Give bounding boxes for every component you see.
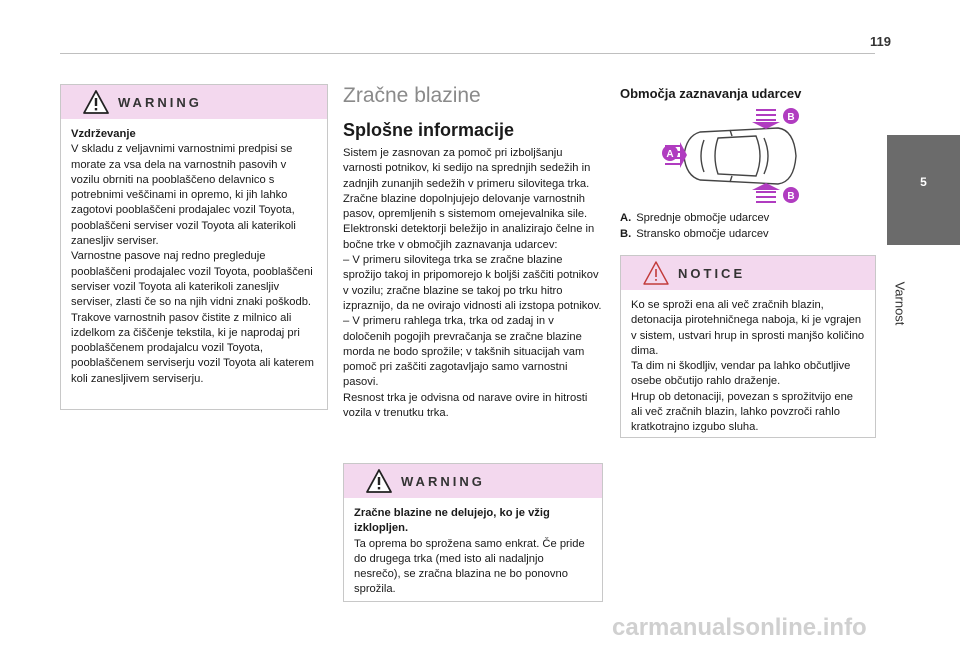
warning-paragraph: Ta oprema bo sprožena samo enkrat. Če pride do drugega trka (med isto ali nadaljnjo nesrečo), se zračna blazina ne bo ponovno sprožila. (354, 537, 585, 596)
notice-paragraph: Ko se sproži ena ali več zračnih blazin, detonacija pirotehničnega naboja, ki je vgrajen v sistem, ustvari hrup in sprosti manjšo količino dima. (631, 299, 865, 357)
car-top-view-icon (684, 128, 796, 184)
warning-body (344, 498, 602, 606)
notice-body (621, 290, 875, 444)
zone-a-letter: A (666, 149, 674, 160)
legend-item: A. Sprednje območje udarcev (620, 212, 770, 224)
warning-title: WARNING (118, 95, 202, 110)
chapter-title: Varnost (892, 281, 908, 326)
notice-triangle-icon (643, 261, 669, 285)
zone-b-badge-bottom (783, 187, 799, 203)
impact-zones-diagram (660, 108, 810, 204)
chapter-number: 5 (920, 175, 927, 189)
warning-header (344, 464, 602, 498)
warning-heading: Vzdrževanje (71, 128, 136, 140)
zone-b-letter: B (787, 191, 795, 202)
section-heading: Splošne informacije (343, 120, 515, 140)
notice-paragraph: Ta dim ni škodljiv, vendar pa lahko občutljive osebe občutijo rahlo draženje. (631, 360, 851, 388)
zone-b-badge-top (783, 108, 799, 124)
main-paragraph: – V primeru silovitega trka se zračne blazine sprožijo takoj in pripomorejo k boljši zaščiti potnikov v vozilu; zračne blazine se takoj po trku hitro izpraznijo, da ne ovirajo vidnosti ali izstopa potnikov. (343, 254, 602, 312)
main-paragraph: Sistem je zasnovan za pomoč pri izboljšanju varnosti potnikov, ki sedijo na sprednjih sedežih in zadnjih zunanjih sedežih v primeru silovitega trka. Zračne blazine dopolnjujejo delovanje varnostnih pasov, opremljenih s sistemom omejevalnika sile. (343, 147, 591, 221)
side-impact-arrow-bottom-icon (752, 183, 780, 202)
side-impact-arrow-top-icon (752, 110, 780, 129)
main-paragraph: Resnost trka je odvisna od narave ovire in hitrosti vozila v trenutku trka. (343, 391, 588, 420)
zones-heading: Območja zaznavanja udarcev (620, 86, 802, 101)
warning-heading: Zračne blazine ne delujejo, ko je vžig izklopljen. (354, 507, 550, 535)
main-paragraph: Elektronski detektorji beležijo in analizirajo čelne in bočne trke v območjih zaznavanja udarcev: (343, 223, 595, 251)
notice-header (621, 256, 875, 290)
header-rule (60, 53, 875, 54)
zone-b-letter: B (787, 112, 795, 123)
warning-header (61, 85, 327, 119)
legend-item: B. Stransko območje udarcev (620, 228, 769, 240)
notice-paragraph: Hrup ob detonaciji, povezan s sprožitvijo ene ali več zračnih blazin, lahko povzroči rahlo kratkotrajno izgubo sluha. (631, 390, 854, 434)
zone-a-badge (662, 145, 678, 161)
main-paragraph: – V primeru rahlega trka, trka od zadaj in v določenih pogojih prevračanja se zračne blazine morda ne bodo sprožile; v takšnih situacijah vam pomoč pri zaščiti zagotavljajo samo varnostni pasovi. (343, 315, 585, 389)
warning-paragraph: Trakove varnostnih pasov čistite z milnico ali izdelkom za čiščenje tekstila, ki je naprodaj pri pooblaščenem prodajalcu vozil Toyota, pooblaščenem serviserju vozil Toyota ali katerem koli zanesljivem serviserju. (71, 311, 314, 385)
warning-paragraph: Varnostne pasove naj redno pregleduje pooblaščeni prodajalec vozil Toyota, pooblaščeni serviser vozil Toyota ali katerikoli zanesljiv serviser, zlasti če so na njih vidni znaki poškodb. (71, 250, 313, 309)
chapter-tab[interactable] (887, 135, 960, 245)
warning-title: WARNING (401, 474, 485, 489)
warning-body (61, 119, 327, 395)
page-number: 119 (870, 34, 891, 49)
zones-legend (620, 210, 769, 242)
page-title: Zračne blazine (343, 84, 481, 107)
warning-box-maintenance (60, 84, 328, 410)
warning-triangle-icon (83, 90, 109, 114)
warning-box-ignition (343, 463, 603, 602)
watermark: carmanualsonline.info (612, 614, 867, 641)
warning-triangle-icon (366, 469, 392, 493)
notice-title: NOTICE (678, 266, 746, 281)
notice-box (620, 255, 876, 438)
warning-paragraph: V skladu z veljavnimi varnostnimi predpisi se morate za vsa dela na varnostnih pasovih v vozilu obrniti na pooblaščeno delavnico s potrebnimi veščinami in opremo, ki jih lahko zagotovi pooblaščeni prodajalec vozil Toyota, pooblaščeni serviser vozil Toyota ali katerikoli zanesljiv serviser. (71, 143, 296, 248)
main-text (343, 146, 603, 421)
